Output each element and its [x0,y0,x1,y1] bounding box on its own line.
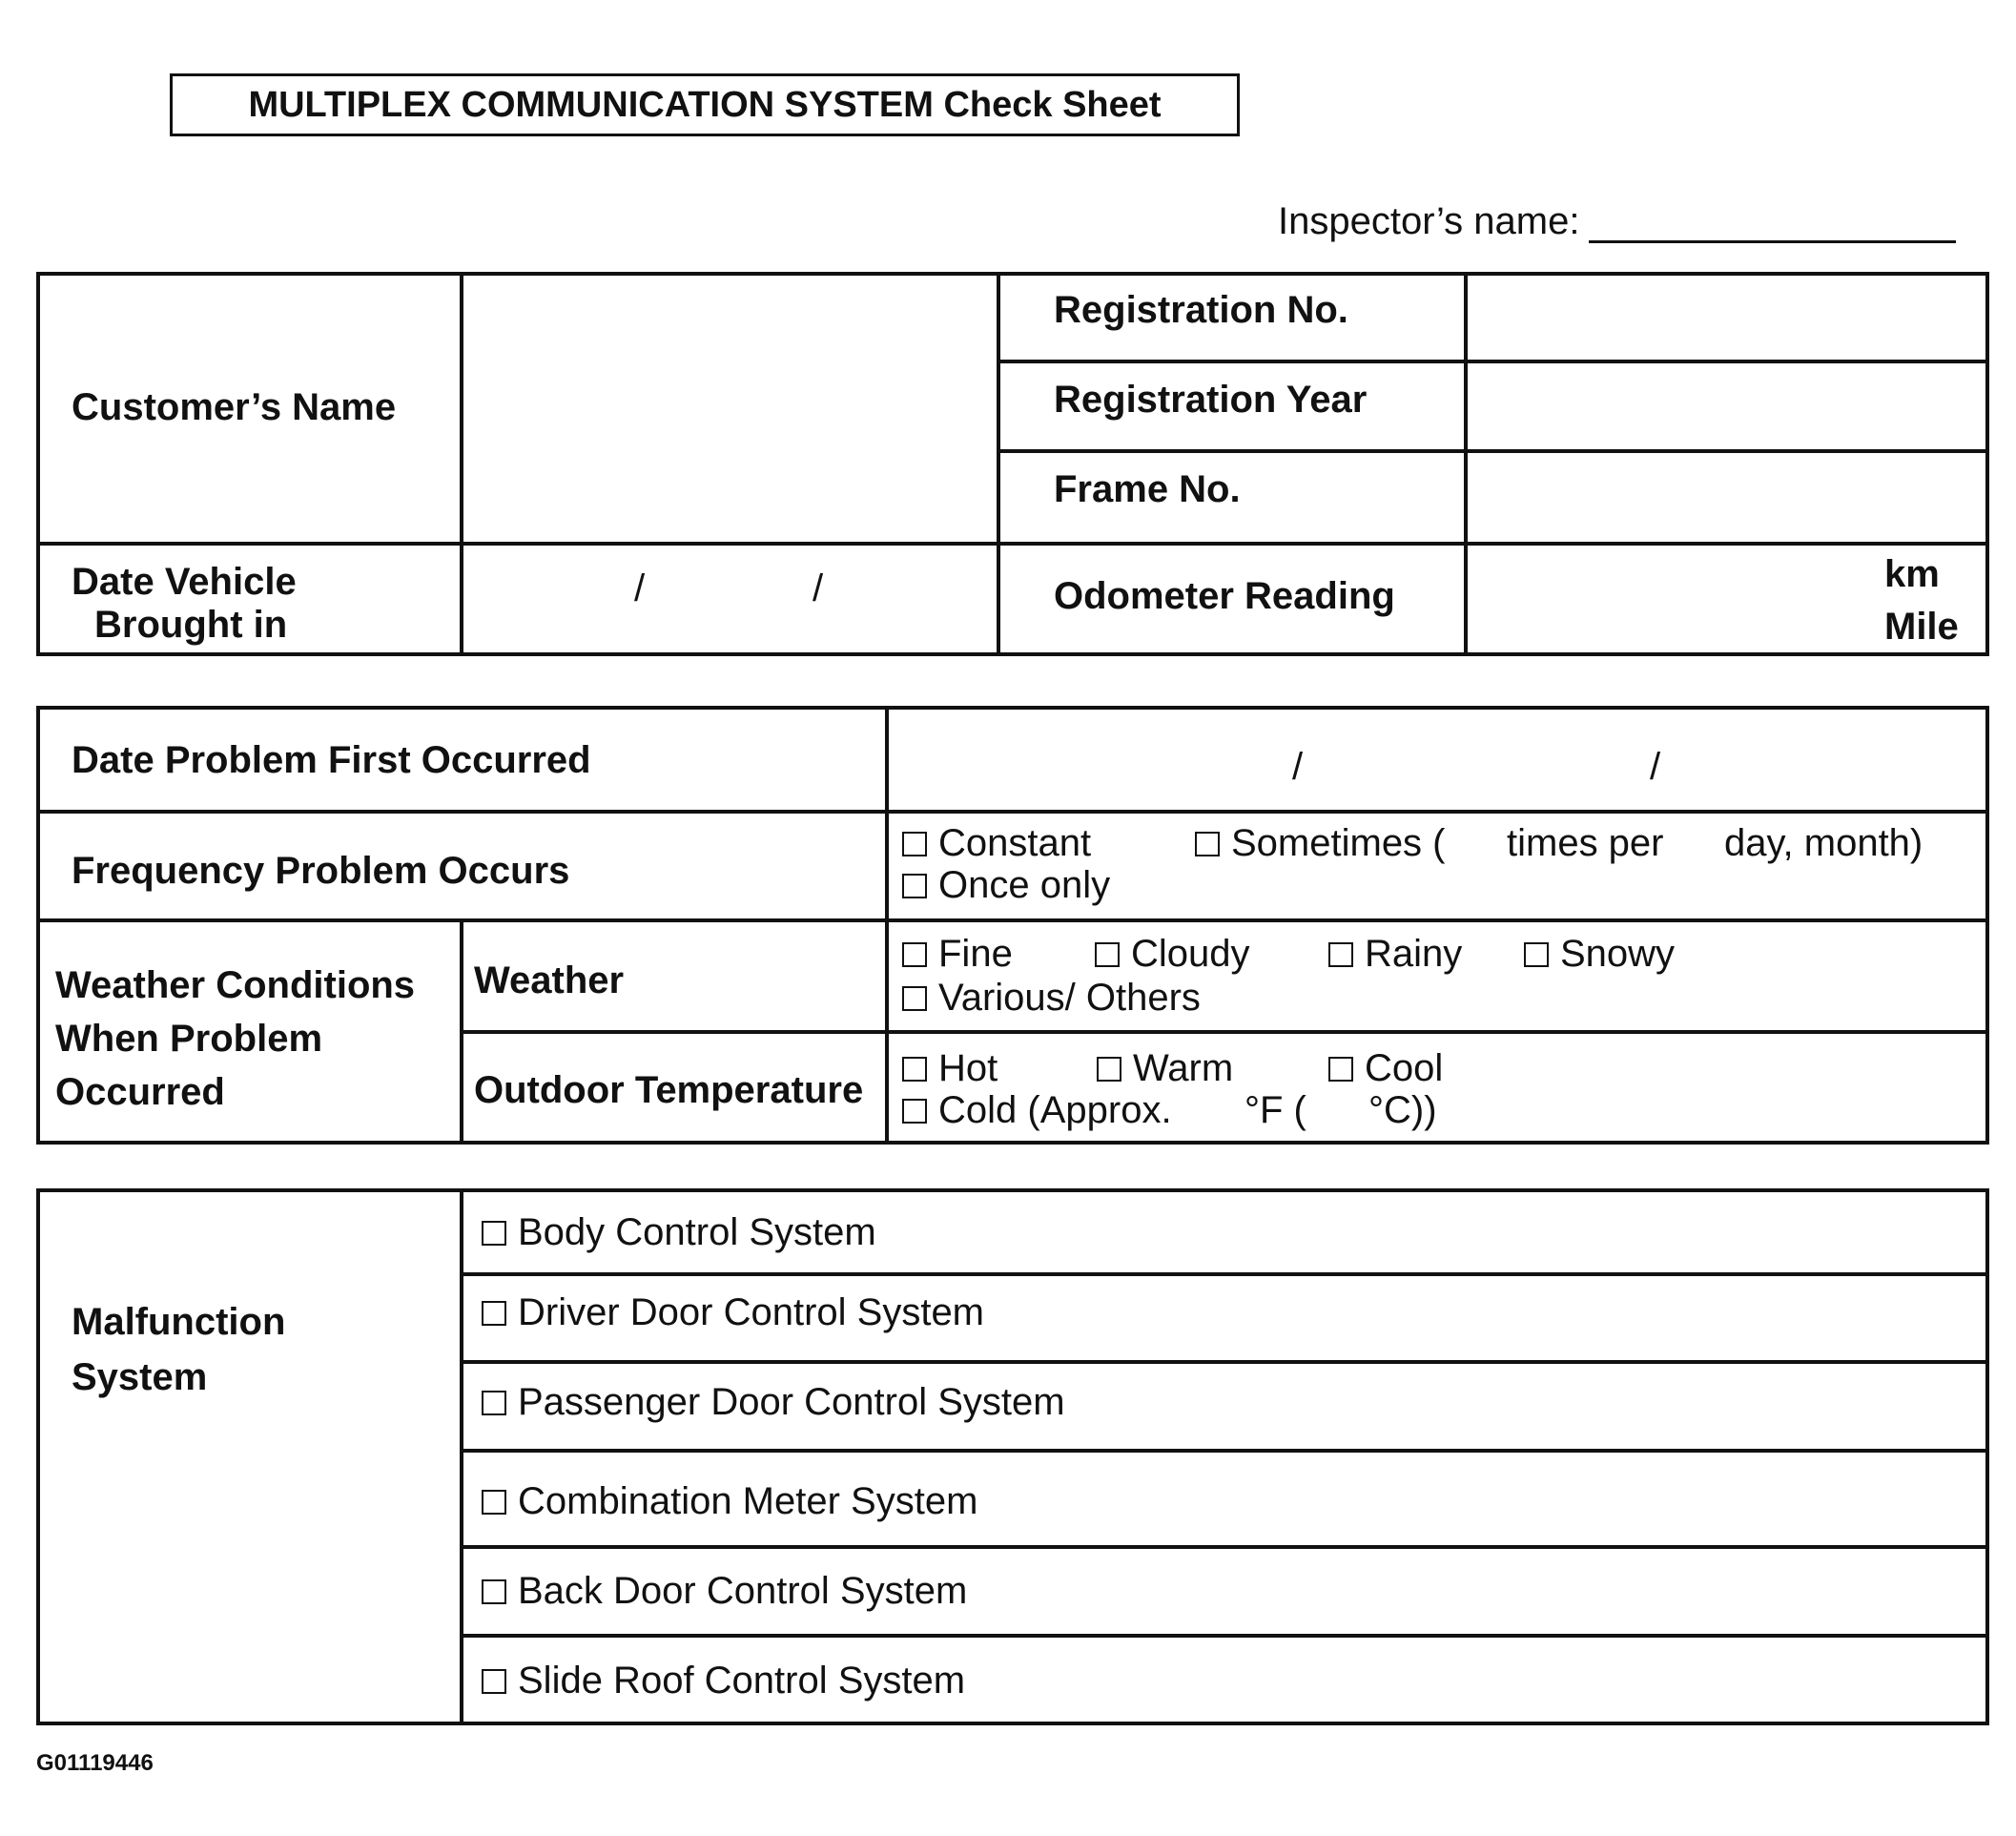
weather-cloudy-option[interactable]: Cloudy [1095,933,1250,976]
inspector-name-label: Inspector’s name: [1278,200,1580,242]
date-brought-in-label: Date Vehicle Brought in [72,561,297,646]
freq-times-per: times per [1507,822,1664,864]
check-sheet-title: MULTIPLEX COMMUNICATION SYSTEM Check Sheet [170,73,1240,136]
registration-year-label: Registration Year [1054,379,1368,421]
freq-sometimes-option[interactable]: Sometimes ( [1195,822,1446,865]
frame-no-label: Frame No. [1054,468,1241,510]
frame-no-field[interactable] [1468,453,1985,542]
checkbox[interactable] [482,1669,506,1694]
date-separator: / [813,567,824,609]
registration-no-field[interactable] [1468,276,1985,360]
checkbox[interactable] [1524,942,1549,967]
checkbox[interactable] [1328,942,1353,967]
odometer-reading-label: Odometer Reading [1054,575,1395,617]
freq-day-month: day, month) [1724,822,1923,864]
weather-fine-option[interactable]: Fine [902,933,1013,976]
checkbox[interactable] [482,1301,506,1326]
unit-mile: Mile [1884,606,1959,648]
checkbox[interactable] [902,832,927,856]
temp-fahrenheit: °F ( [1245,1089,1306,1131]
malfunction-back-door-option[interactable]: Back Door Control System [482,1570,967,1613]
checkbox[interactable] [482,1579,506,1604]
registration-no-label: Registration No. [1054,289,1348,331]
weather-rainy-option[interactable]: Rainy [1328,933,1462,976]
malfunction-combination-meter-option[interactable]: Combination Meter System [482,1480,977,1523]
checkbox[interactable] [482,1391,506,1415]
date-problem-first-occurred-label: Date Problem First Occurred [72,739,591,781]
checkbox[interactable] [902,874,927,898]
customer-name-label: Customer’s Name [72,386,397,428]
outdoor-temperature-label: Outdoor Temperature [474,1069,864,1111]
checkbox[interactable] [902,942,927,967]
checkbox[interactable] [902,1057,927,1082]
weather-various-option[interactable]: Various/ Others [902,977,1201,1020]
malfunction-passenger-door-option[interactable]: Passenger Door Control System [482,1381,1065,1424]
checkbox[interactable] [902,1099,927,1124]
checkbox[interactable] [482,1490,506,1515]
figure-code: G01119446 [36,1750,154,1776]
malfunction-body-control-option[interactable]: Body Control System [482,1211,876,1254]
weather-conditions-label: Weather Conditions When Problem Occurred [55,964,416,1113]
customer-name-field[interactable] [463,276,997,542]
temp-warm-option[interactable]: Warm [1097,1047,1233,1090]
unit-km: km [1884,553,1940,595]
frequency-label: Frequency Problem Occurs [72,850,570,892]
temp-celsius: °C)) [1368,1089,1437,1131]
date-separator: / [1292,746,1304,788]
date-separator: / [1650,746,1661,788]
temp-hot-option[interactable]: Hot [902,1047,998,1090]
date-brought-in-field[interactable] [463,546,997,652]
weather-snowy-option[interactable]: Snowy [1524,933,1675,976]
date-problem-field[interactable] [889,710,1985,810]
checkbox[interactable] [1328,1057,1353,1082]
temp-cold-option[interactable]: Cold (Approx. [902,1089,1172,1132]
checkbox[interactable] [1097,1057,1121,1082]
inspector-name-input-line[interactable] [1589,204,1956,243]
temp-cool-option[interactable]: Cool [1328,1047,1443,1090]
checkbox[interactable] [1095,942,1120,967]
malfunction-system-label: Malfunction System [72,1301,286,1398]
freq-once-option[interactable]: Once only [902,864,1110,907]
freq-constant-option[interactable]: Constant [902,822,1091,865]
malfunction-driver-door-option[interactable]: Driver Door Control System [482,1291,984,1334]
weather-label: Weather [474,959,625,1001]
registration-year-field[interactable] [1468,363,1985,449]
checkbox[interactable] [482,1221,506,1246]
malfunction-slide-roof-option[interactable]: Slide Roof Control System [482,1660,965,1702]
inspector-name-field [1278,200,1956,243]
checkbox[interactable] [902,986,927,1011]
checkbox[interactable] [1195,832,1220,856]
date-separator: / [634,567,646,609]
